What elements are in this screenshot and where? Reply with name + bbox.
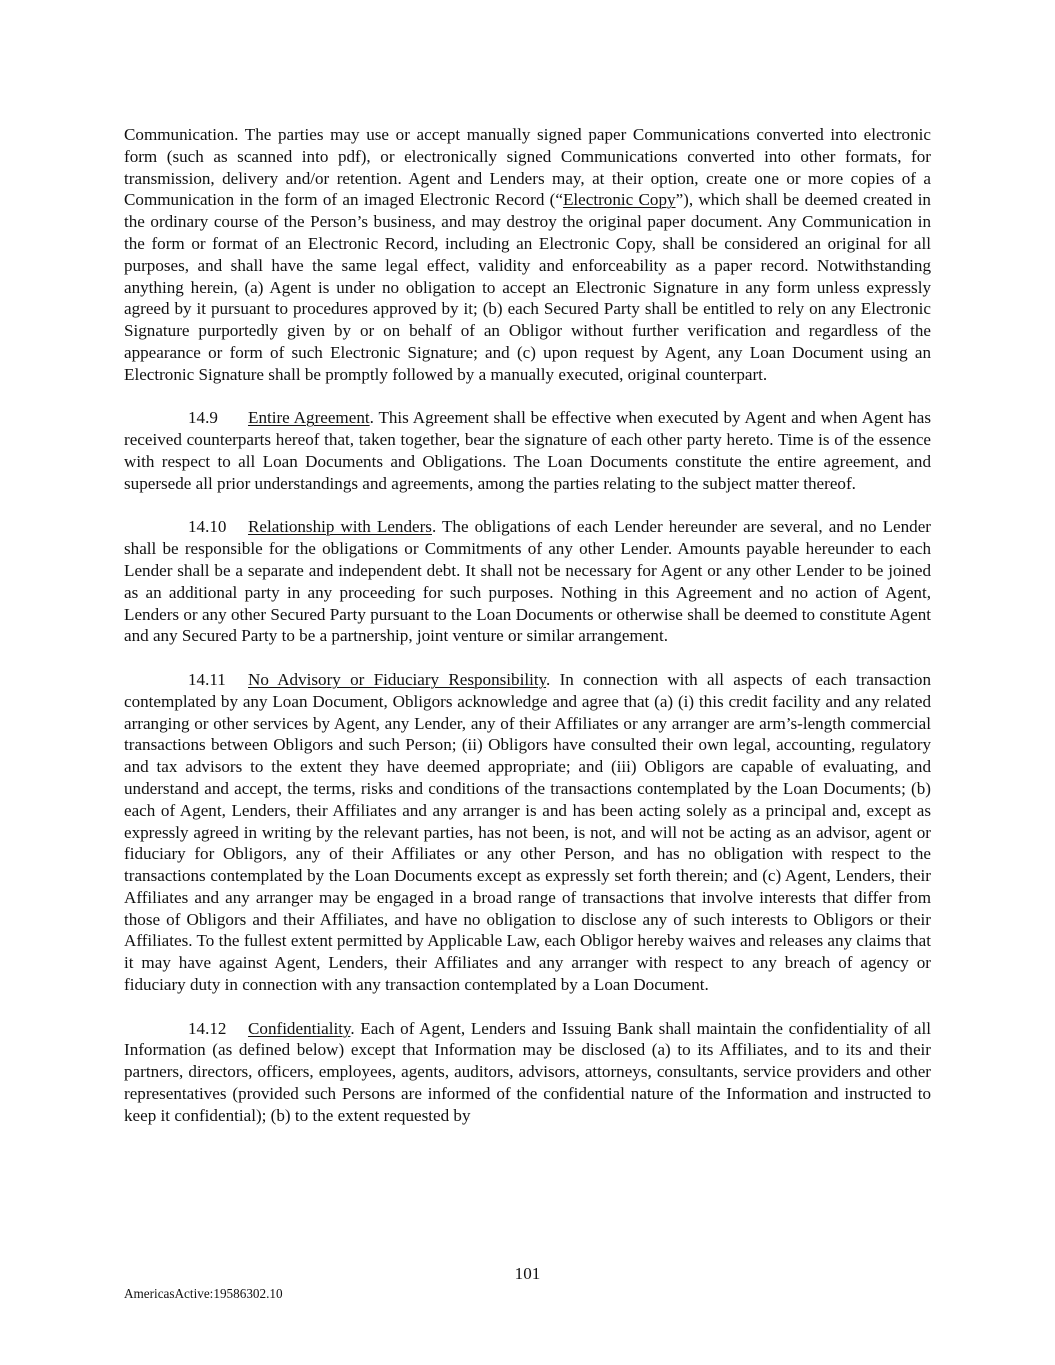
section-body: . This Agreement shall be effective when executed by Agent and when Agent has received counterparts hereof that, taken together, bear the signature of each other party hereto. Time is of the essence with respect to all Loan Documents and Obligations. The Loan Documents constitute the entire agreement, and supersede all prior understandings and agreements, among the parties relating to the subject matter thereof. [124, 408, 931, 493]
document-page [124, 124, 931, 1148]
section-body: . In connection with all aspects of each transaction contemplated by any Loan Document, Obligors acknowledge and agree that (a) (i) this credit facility and any related arranging or other services by Agent, any Lender, any of their Affiliates or any arranger are arm’s-length commercial transactions between Obligors and such Person; (ii) Obligors have consulted their own legal, accounting, regulatory and tax advisors to the extent they have deemed appropriate; and (iii) Obligors are capable of evaluating, and understand and accept, the terms, risks and conditions of the transactions contemplated by the Loan Documents; (b) each of Agent, Lenders, their Affiliates and any arranger is and has been acting solely as a principal and, except as expressly agreed in writing by the relevant parties, has not been, is not, and will not be acting as an advisor, agent or fiduciary for Obligors, any of their Affiliates or any other Person, and has no obligation with respect to the transactions contemplated by the Loan Documents except as expressly set forth therein; and (c) Agent, Lenders, their Affiliates and any arranger may be engaged in a broad range of transactions that involve interests that differ from those of Obligors and their Affiliates, and have no obligation to disclose any of such interests to Obligors or their Affiliates. To the fullest extent permitted by Applicable Law, each Obligor hereby waives and releases any claims that it may have against Agent, Lenders, their Affiliates and any arranger with respect to any breach of agency or fiduciary duty in connection with any transaction contemplated by a Loan Document. [124, 669, 931, 995]
section-heading: Entire Agreement [248, 408, 370, 428]
intro-text-part-1: Communication. The parties may use or accept manually signed paper Communications converted into electronic form (such as scanned into pdf), or electronically signed Communications converted into other formats, for transmission, delivery and/or retention. Agent and Lenders may, at their option, create one or more copies of a Communication in the form of an imaged Electronic Record (“ [124, 125, 931, 210]
intro-paragraph [124, 124, 931, 386]
section-body: . Each of Agent, Lenders and Issuing Bank shall maintain the confidentiality of all Information (as defined below) except that Information may be disclosed (a) to its Affiliates, and to its and their partners, directors, officers, employees, agents, auditors, advisors, attorneys, consultants, service providers and other representatives (provided such Persons are informed of the confidential nature of the Information and instructed to keep it confidential); (b) to the extent requested by [124, 1018, 931, 1125]
section-14-12 [124, 1018, 931, 1127]
section-number: 14.11 [188, 669, 226, 689]
section-14-11 [124, 669, 931, 996]
section-heading: Confidentiality [248, 1018, 351, 1038]
section-heading: Relationship with Lenders [248, 517, 432, 537]
section-number: 14.12 [188, 1018, 227, 1038]
section-14-9 [124, 407, 931, 494]
section-number: 14.9 [188, 408, 218, 428]
section-14-10 [124, 516, 931, 647]
section-number: 14.10 [188, 517, 227, 537]
page-number: 101 [514, 1264, 541, 1283]
section-heading: No Advisory or Fiduciary Responsibility [248, 669, 547, 689]
intro-text-part-2: ”), which shall be deemed created in the ordinary course of the Person’s business, and may destroy the original paper document. Any Communication in the form or format of an Electronic Record, including an Electronic Copy, shall be considered an original for all purposes, and shall have the same legal effect, validity and enforceability as a paper record. Notwithstanding anything herein, (a) Agent is under no obligation to accept an Electronic Signature in any form unless expressly agreed by it pursuant to procedures approved by it; (b) each Secured Party shall be entitled to rely on any Electronic Signature purportedly given by or on behalf of an Obligor without further verification and regardless of the appearance or form of such Electronic Signature; and (c) upon request by Agent, any Loan Document using an Electronic Signature shall be promptly followed by a manually executed, original counterpart. [124, 190, 931, 384]
defined-term-electronic-copy: Electronic Copy [562, 190, 676, 210]
footer-document-id: AmericasActive:19586302.10 [124, 1286, 283, 1301]
section-body: . The obligations of each Lender hereunder are several, and no Lender shall be responsible for the obligations or Commitments of any other Lender. Amounts payable hereunder to each Lender shall be a separate and independent debt. It shall not be necessary for Agent or any other Lender to be joined as an additional party in any proceeding for such purposes. Nothing in this Agreement and no action of Agent, Lenders or any other Secured Party pursuant to the Loan Documents or otherwise shall be deemed to constitute Agent and any Secured Party to be a partnership, joint venture or similar arrangement. [124, 517, 931, 646]
